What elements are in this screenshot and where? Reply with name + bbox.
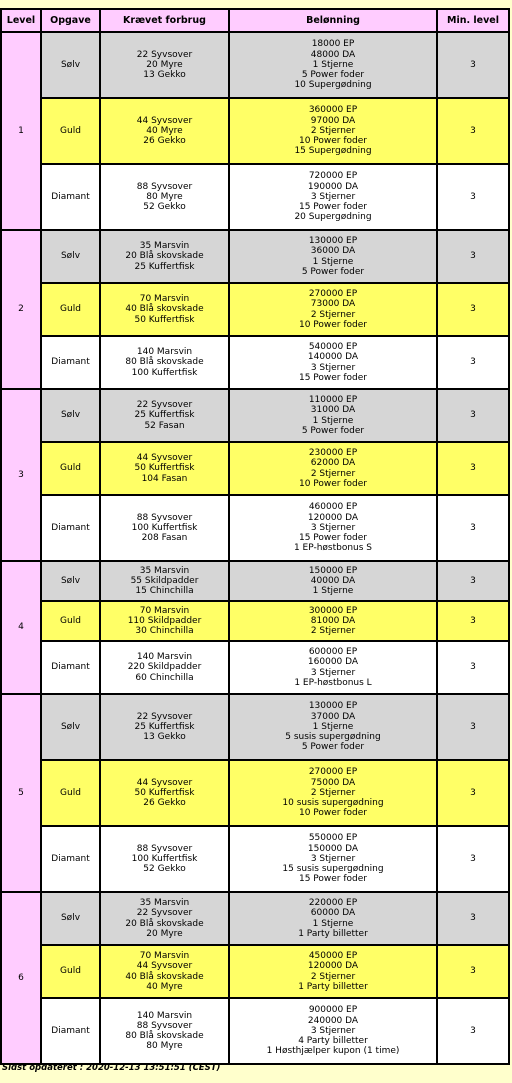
reward-line: 5 susis supergødning: [285, 732, 381, 743]
reward-line: 31000 DA: [310, 405, 356, 416]
required-line: 44 Syvsover: [136, 453, 193, 464]
reward-line: 1 Party billetter: [298, 928, 368, 939]
min-level-cell: 3: [438, 231, 508, 282]
reward-cell: [230, 695, 436, 759]
required-line: 52 Fasan: [144, 420, 185, 431]
required-line: 20 Blå skovskade: [125, 918, 204, 929]
reward-line: 1 Party billetter: [298, 981, 368, 992]
reward-cell: [230, 496, 436, 560]
reward-cell: [230, 562, 436, 600]
min-level-cell: 3: [438, 827, 508, 891]
required-line: 55 Skildpadder: [130, 575, 199, 586]
required-cell: [101, 642, 228, 693]
reward-cell: [230, 827, 436, 891]
min-level-cell: 3: [438, 761, 508, 825]
required-line: 20 Myre: [146, 928, 183, 939]
reward-line: 5 Power foder: [301, 266, 365, 277]
required-line: 22 Syvsover: [136, 908, 193, 919]
reward-cell: [230, 761, 436, 825]
reward-line: 120000 DA: [307, 961, 359, 972]
reward-line: 37000 DA: [310, 711, 356, 722]
task-cell: Diamant: [42, 165, 99, 229]
required-line: 44 Syvsover: [136, 777, 193, 788]
reward-line: 10 Power foder: [298, 478, 367, 489]
reward-line: 20 Supergødning: [294, 212, 372, 223]
reward-line: 3 Stjerner: [310, 191, 356, 202]
required-line: 60 Chinchilla: [135, 672, 194, 683]
required-line: 80 Myre: [146, 191, 183, 202]
min-level-cell: 3: [438, 893, 508, 944]
reward-cell: [230, 642, 436, 693]
table-header-row: [2, 10, 508, 31]
reward-line: 150000 EP: [308, 565, 358, 576]
rewards-table: [0, 8, 510, 1065]
required-line: 22 Syvsover: [136, 400, 193, 411]
reward-cell: [230, 99, 436, 163]
reward-line: 220000 EP: [308, 898, 358, 909]
required-line: 40 Blå skovskade: [125, 971, 204, 982]
reward-cell: [230, 946, 436, 997]
required-line: 13 Gekko: [143, 732, 186, 743]
required-line: 140 Marsvin: [136, 652, 193, 663]
level-cell: 1: [2, 33, 40, 229]
level-cell: 2: [2, 231, 40, 388]
reward-cell: [230, 602, 436, 640]
required-cell: [101, 999, 228, 1063]
reward-line: 40000 DA: [310, 575, 356, 586]
reward-line: 600000 EP: [308, 647, 358, 658]
required-line: 25 Kuffertfisk: [134, 261, 195, 272]
required-line: 22 Syvsover: [136, 711, 193, 722]
required-line: 35 Marsvin: [139, 898, 190, 909]
task-cell: Diamant: [42, 999, 99, 1063]
task-cell: Diamant: [42, 642, 99, 693]
required-line: 80 Blå skovskade: [125, 1031, 204, 1041]
task-cell: Sølv: [42, 893, 99, 944]
required-line: 208 Fasan: [141, 533, 188, 544]
required-line: 30 Chinchilla: [135, 626, 194, 637]
required-line: 13 Gekko: [143, 70, 186, 81]
reward-line: 73000 DA: [310, 299, 356, 310]
required-cell: [101, 33, 228, 97]
required-line: 70 Marsvin: [139, 605, 190, 616]
required-line: 50 Kuffertfisk: [134, 314, 195, 325]
task-cell: Sølv: [42, 562, 99, 600]
task-cell: Sølv: [42, 695, 99, 759]
required-line: 70 Marsvin: [139, 294, 190, 305]
reward-line: 550000 EP: [308, 833, 358, 844]
reward-line: 10 Power foder: [298, 319, 367, 330]
reward-line: 1 Stjerne: [312, 918, 354, 929]
reward-line: 15 Power foder: [298, 533, 367, 544]
reward-line: 10 susis supergødning: [282, 798, 384, 809]
reward-line: 3 Stjerner: [310, 853, 356, 864]
required-line: 52 Gekko: [143, 202, 186, 213]
table-row: [2, 761, 508, 825]
reward-line: 1 EP-høstbonus S: [293, 543, 373, 554]
min-level-cell: 3: [438, 999, 508, 1063]
min-level-cell: 3: [438, 390, 508, 441]
reward-cell: [230, 231, 436, 282]
required-line: 80 Blå skovskade: [125, 357, 204, 368]
reward-line: 1 Stjerne: [312, 256, 354, 267]
required-cell: [101, 496, 228, 560]
task-cell: Guld: [42, 284, 99, 335]
required-line: 40 Myre: [146, 125, 183, 136]
header-task: Opgave: [42, 10, 99, 31]
required-line: 100 Kuffertfisk: [131, 522, 198, 533]
reward-line: 5 Power foder: [301, 742, 365, 753]
reward-line: 81000 DA: [310, 615, 356, 626]
reward-line: 10 Power foder: [298, 808, 367, 819]
table-row: [2, 165, 508, 229]
task-cell: Sølv: [42, 231, 99, 282]
table-row: [2, 602, 508, 640]
task-cell: Diamant: [42, 496, 99, 560]
reward-line: 60000 DA: [310, 908, 356, 919]
required-line: 44 Syvsover: [136, 961, 193, 972]
required-cell: [101, 337, 228, 388]
min-level-cell: 3: [438, 33, 508, 97]
table-row: [2, 642, 508, 693]
table-row: [2, 284, 508, 335]
min-level-cell: 3: [438, 284, 508, 335]
reward-line: 130000 EP: [308, 701, 358, 712]
header-required: Krævet forbrug: [101, 10, 228, 31]
required-line: 88 Syvsover: [136, 1020, 193, 1031]
reward-line: 10 Power foder: [298, 136, 367, 147]
task-cell: Guld: [42, 443, 99, 494]
required-line: 15 Chinchilla: [135, 586, 194, 597]
level-cell: 4: [2, 562, 40, 693]
reward-line: 140000 DA: [307, 352, 359, 363]
min-level-cell: 3: [438, 695, 508, 759]
reward-line: 15 susis supergødning: [282, 864, 384, 875]
table-body: [2, 33, 508, 1063]
reward-line: 15 Supergødning: [294, 146, 372, 157]
reward-cell: [230, 893, 436, 944]
level-cell: 5: [2, 695, 40, 891]
required-line: 88 Syvsover: [136, 843, 193, 854]
required-line: 35 Marsvin: [139, 241, 190, 252]
table-row: [2, 695, 508, 759]
table-row: [2, 562, 508, 600]
last-updated-text: Sidst opdateret : 2020-12-13 13:51:51 (CEST): [2, 1063, 221, 1073]
reward-line: 540000 EP: [308, 342, 358, 353]
min-level-cell: 3: [438, 602, 508, 640]
table-row: [2, 946, 508, 997]
reward-cell: [230, 33, 436, 97]
required-line: 70 Marsvin: [139, 951, 190, 962]
reward-cell: [230, 999, 436, 1063]
reward-line: 36000 DA: [310, 246, 356, 257]
reward-cell: [230, 165, 436, 229]
reward-line: 2 Stjerner: [310, 468, 356, 479]
reward-line: 150000 DA: [307, 843, 359, 854]
reward-line: 450000 EP: [308, 951, 358, 962]
reward-line: 18000 EP: [311, 39, 355, 50]
reward-line: 2 Stjerner: [310, 125, 356, 136]
required-line: 52 Gekko: [143, 864, 186, 875]
task-cell: Guld: [42, 946, 99, 997]
reward-line: 190000 DA: [307, 181, 359, 192]
table-row: [2, 496, 508, 560]
reward-line: 1 Stjerne: [312, 721, 354, 732]
reward-line: 720000 EP: [308, 171, 358, 182]
task-cell: Diamant: [42, 827, 99, 891]
required-line: 50 Kuffertfisk: [134, 463, 195, 474]
required-line: 20 Blå skovskade: [125, 251, 204, 262]
reward-line: 360000 EP: [308, 105, 358, 116]
required-cell: [101, 893, 228, 944]
header-level: Level: [2, 10, 40, 31]
reward-line: 130000 EP: [308, 236, 358, 247]
reward-line: 1 Høsthjælper kupon (1 time): [266, 1046, 400, 1057]
required-cell: [101, 165, 228, 229]
rewards-table-wrapper: [0, 8, 512, 1065]
required-line: 100 Kuffertfisk: [131, 853, 198, 864]
reward-cell: [230, 390, 436, 441]
table-row: [2, 337, 508, 388]
reward-line: 15 Power foder: [298, 874, 367, 885]
reward-line: 1 Stjerne: [312, 415, 354, 426]
table-row: [2, 999, 508, 1063]
required-cell: [101, 695, 228, 759]
reward-line: 15 Power foder: [298, 202, 367, 213]
reward-line: 3 Stjerner: [310, 667, 356, 678]
reward-line: 300000 EP: [308, 605, 358, 616]
reward-cell: [230, 337, 436, 388]
reward-cell: [230, 284, 436, 335]
header-reward: Belønning: [230, 10, 436, 31]
min-level-cell: 3: [438, 337, 508, 388]
reward-line: 15 Power foder: [298, 372, 367, 383]
task-cell: Guld: [42, 602, 99, 640]
reward-line: 62000 DA: [310, 458, 356, 469]
reward-line: 2 Stjerner: [310, 787, 356, 798]
required-cell: [101, 99, 228, 163]
min-level-cell: 3: [438, 562, 508, 600]
reward-line: 2 Stjerner: [310, 309, 356, 320]
reward-line: 1 Stjerne: [312, 586, 354, 597]
required-cell: [101, 231, 228, 282]
required-cell: [101, 761, 228, 825]
reward-line: 120000 DA: [307, 512, 359, 523]
required-line: 40 Blå skovskade: [125, 304, 204, 315]
reward-line: 97000 DA: [310, 115, 356, 126]
required-cell: [101, 602, 228, 640]
required-line: 25 Kuffertfisk: [134, 410, 195, 421]
table-row: [2, 827, 508, 891]
min-level-cell: 3: [438, 99, 508, 163]
reward-line: 3 Stjerner: [310, 362, 356, 373]
table-row: [2, 231, 508, 282]
required-cell: [101, 562, 228, 600]
reward-line: 900000 EP: [308, 1005, 358, 1016]
required-line: 110 Skildpadder: [127, 615, 202, 626]
required-line: 40 Myre: [146, 981, 183, 992]
table-row: [2, 893, 508, 944]
min-level-cell: 3: [438, 443, 508, 494]
reward-line: 110000 EP: [308, 395, 358, 406]
required-cell: [101, 946, 228, 997]
required-line: 220 Skildpadder: [127, 662, 202, 673]
reward-line: 48000 DA: [310, 49, 356, 60]
task-cell: Guld: [42, 761, 99, 825]
required-line: 35 Marsvin: [139, 565, 190, 576]
reward-line: 3 Stjerner: [310, 1025, 356, 1036]
min-level-cell: 3: [438, 496, 508, 560]
reward-line: 240000 DA: [307, 1015, 359, 1026]
reward-line: 1 Stjerne: [312, 59, 354, 70]
min-level-cell: 3: [438, 165, 508, 229]
table-row: [2, 390, 508, 441]
task-cell: Diamant: [42, 337, 99, 388]
reward-line: 160000 DA: [307, 657, 359, 668]
required-line: 100 Kuffertfisk: [131, 367, 198, 378]
table-row: [2, 443, 508, 494]
required-line: 88 Syvsover: [136, 512, 193, 523]
reward-line: 460000 EP: [308, 502, 358, 513]
required-line: 26 Gekko: [143, 136, 186, 147]
required-line: 20 Myre: [146, 59, 183, 70]
reward-cell: [230, 443, 436, 494]
reward-line: 2 Stjerner: [310, 626, 356, 637]
reward-line: 3 Stjerner: [310, 522, 356, 533]
task-cell: Sølv: [42, 390, 99, 441]
required-cell: [101, 284, 228, 335]
required-cell: [101, 390, 228, 441]
level-cell: 6: [2, 893, 40, 1063]
required-line: 22 Syvsover: [136, 49, 193, 60]
reward-line: 5 Power foder: [301, 70, 365, 81]
reward-line: 5 Power foder: [301, 425, 365, 436]
level-cell: 3: [2, 390, 40, 560]
reward-line: 1 EP-høstbonus L: [294, 677, 372, 688]
task-cell: Sølv: [42, 33, 99, 97]
reward-line: 270000 EP: [308, 289, 358, 300]
table-row: [2, 99, 508, 163]
required-line: 26 Gekko: [143, 798, 186, 809]
reward-line: 230000 EP: [308, 448, 358, 459]
reward-line: 4 Party billetter: [298, 1036, 368, 1047]
header-min-level: Min. level: [438, 10, 508, 31]
reward-line: 10 Supergødning: [294, 80, 372, 91]
reward-line: 75000 DA: [310, 777, 356, 788]
required-line: 50 Kuffertfisk: [134, 787, 195, 798]
required-cell: [101, 827, 228, 891]
min-level-cell: 3: [438, 946, 508, 997]
required-line: 25 Kuffertfisk: [134, 721, 195, 732]
task-cell: Guld: [42, 99, 99, 163]
min-level-cell: 3: [438, 642, 508, 693]
required-line: 44 Syvsover: [136, 115, 193, 126]
required-line: 140 Marsvin: [136, 347, 193, 358]
required-cell: [101, 443, 228, 494]
required-line: 88 Syvsover: [136, 181, 193, 192]
required-line: 140 Marsvin: [136, 1010, 193, 1021]
required-line: 80 Myre: [146, 1041, 183, 1052]
reward-line: 2 Stjerner: [310, 971, 356, 982]
reward-line: 270000 EP: [308, 767, 358, 778]
required-line: 104 Fasan: [141, 473, 188, 484]
table-row: [2, 33, 508, 97]
